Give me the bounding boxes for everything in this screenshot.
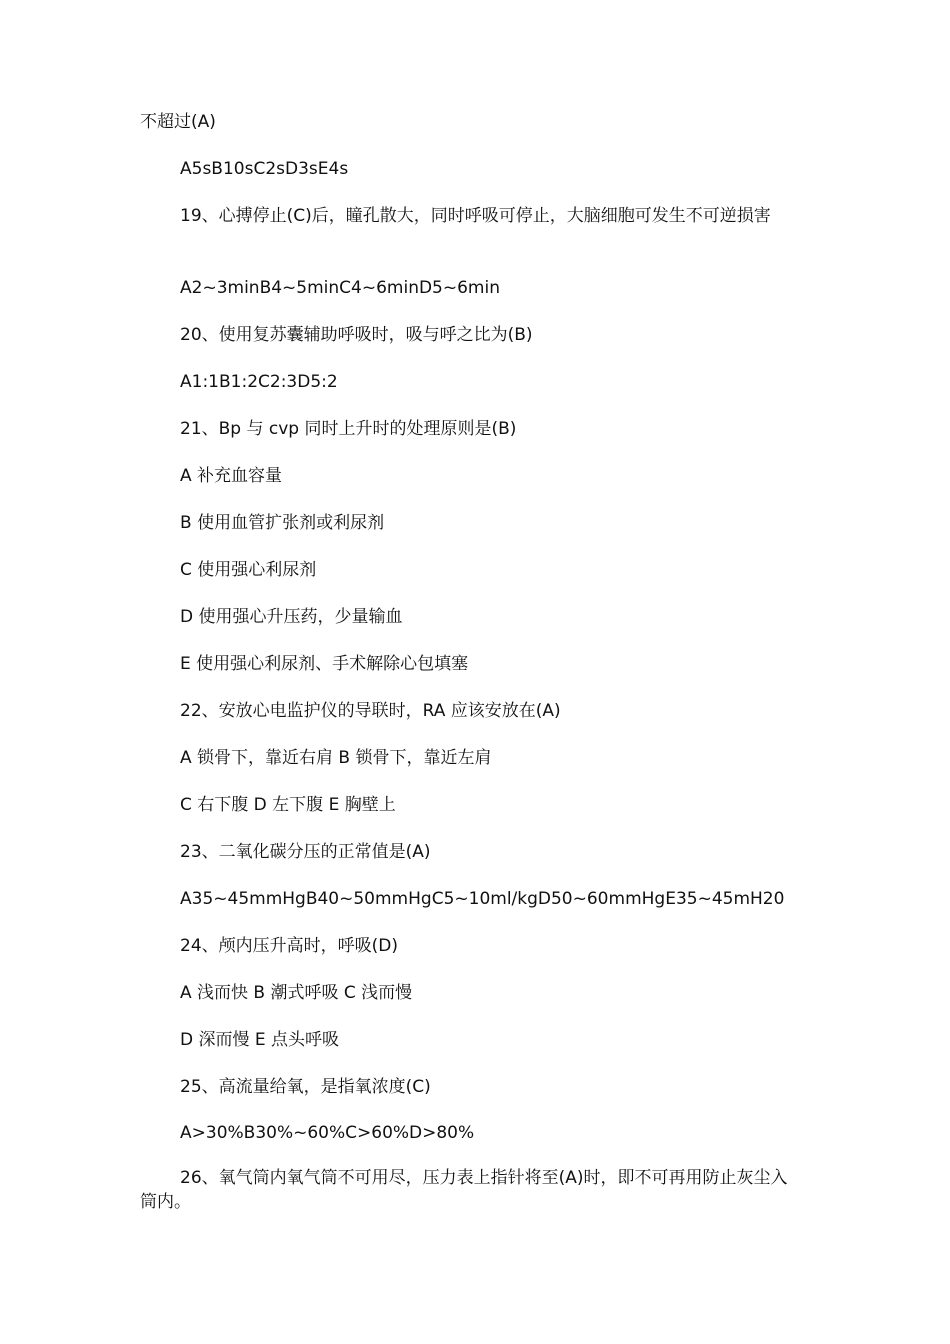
question-25: 25、高流量给氧，是指氧浓度(C) (180, 1077, 431, 1097)
question-23: 23、二氧化碳分压的正常值是(A) (180, 842, 431, 862)
text-line: A 锁骨下，靠近右肩 B 锁骨下，靠近左肩 (180, 748, 492, 768)
question-24: 24、颅内压升高时，呼吸(D) (180, 936, 398, 956)
text-line: A 补充血容量 (180, 466, 283, 486)
text-line: D 深而慢 E 点头呼吸 (180, 1030, 340, 1050)
text-line: C 使用强心利尿剂 (180, 560, 317, 580)
text-line: A2~3minB4~5minC4~6minD5~6min (180, 278, 500, 298)
text-line: A1:1B1:2C2:3D5:2 (180, 372, 338, 392)
question-21: 21、Bp 与 cvp 同时上升时的处理原则是(B) (180, 419, 517, 439)
text-line: A5sB10sC2sD3sE4s (180, 159, 349, 179)
text-line: A35~45mmHgB40~50mmHgC5~10ml/kgD50~60mmHgE35~45mH20 (180, 889, 785, 909)
text-line: E 使用强心利尿剂、手术解除心包填塞 (180, 654, 469, 674)
text-line: B 使用血管扩张剂或利尿剂 (180, 513, 385, 533)
text-line: D 使用强心升压药，少量输血 (180, 607, 403, 627)
question-22: 22、安放心电监护仪的导联时，RA 应该安放在(A) (180, 701, 561, 721)
text-line: C 右下腹 D 左下腹 E 胸壁上 (180, 795, 396, 815)
text-line: 不超过(A) (140, 112, 216, 132)
text-line: A>30%B30%~60%C>60%D>80% (180, 1123, 475, 1143)
question-19: 19、心搏停止(C)后，瞳孔散大，同时呼吸可停止，大脑细胞可发生不可逆损害 (180, 206, 771, 226)
question-20: 20、使用复苏囊辅助呼吸时，吸与呼之比为(B) (180, 325, 533, 345)
text-line: A 浅而快 B 潮式呼吸 C 浅而慢 (180, 983, 413, 1003)
question-26: 26、氧气筒内氧气筒不可用尽，压力表上指针将至(A)时，即不可再用防止灰尘入筒内。 (140, 1168, 788, 1212)
